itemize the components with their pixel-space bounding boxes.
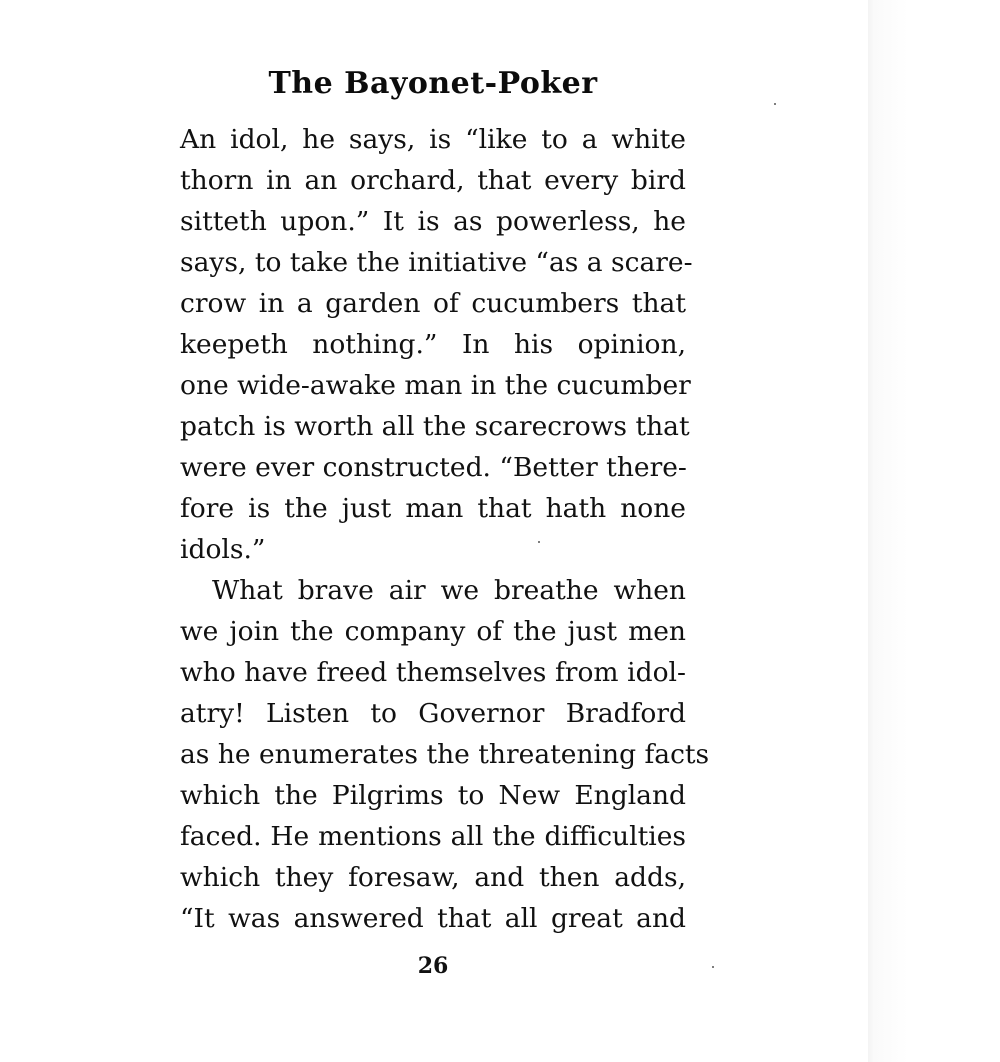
- running-head: The Bayonet-Poker: [268, 66, 598, 101]
- text-line: idols.”: [180, 534, 266, 565]
- print-speck: [538, 541, 540, 543]
- text-line: fore is the just man that hath none: [180, 493, 686, 524]
- paragraph-2: [180, 570, 710, 980]
- print-speck: [712, 966, 714, 968]
- text-line: says, to take the initiative “as a scare-: [180, 247, 693, 278]
- text-line: atry! Listen to Governor Bradford: [180, 698, 686, 729]
- body-text: [180, 119, 710, 980]
- text-line: as he enumerates the threatening facts: [180, 739, 710, 770]
- text-line: faced. He mentions all the difficulties: [180, 821, 686, 852]
- text-line: who have freed themselves from idol-: [180, 657, 686, 688]
- text-line: which the Pilgrims to New England: [180, 780, 686, 811]
- text-line: An idol, he says, is “like to a white: [180, 124, 686, 155]
- text-line: which they foresaw, and then adds,: [180, 862, 686, 893]
- text-line: were ever constructed. “Better there-: [180, 452, 687, 483]
- text-line: sitteth upon.” It is as powerless, he: [180, 206, 686, 237]
- text-line: crow in a garden of cucumbers that: [180, 288, 686, 319]
- print-speck: [774, 103, 776, 105]
- text-line: thorn in an orchard, that every bird: [180, 165, 686, 196]
- page-edge-shadow: [868, 0, 1000, 1062]
- text-line: we join the company of the just men: [180, 616, 686, 647]
- text-line: patch is worth all the scarecrows that: [180, 411, 690, 442]
- text-line: one wide-awake man in the cucumber: [180, 370, 691, 401]
- paragraph-1: [180, 119, 693, 570]
- text-line: “It was answered that all great and: [180, 903, 686, 934]
- text-line: keepeth nothing.” In his opinion,: [180, 329, 686, 360]
- page-number: 26: [417, 953, 449, 979]
- text-line: What brave air we breathe when: [212, 575, 686, 606]
